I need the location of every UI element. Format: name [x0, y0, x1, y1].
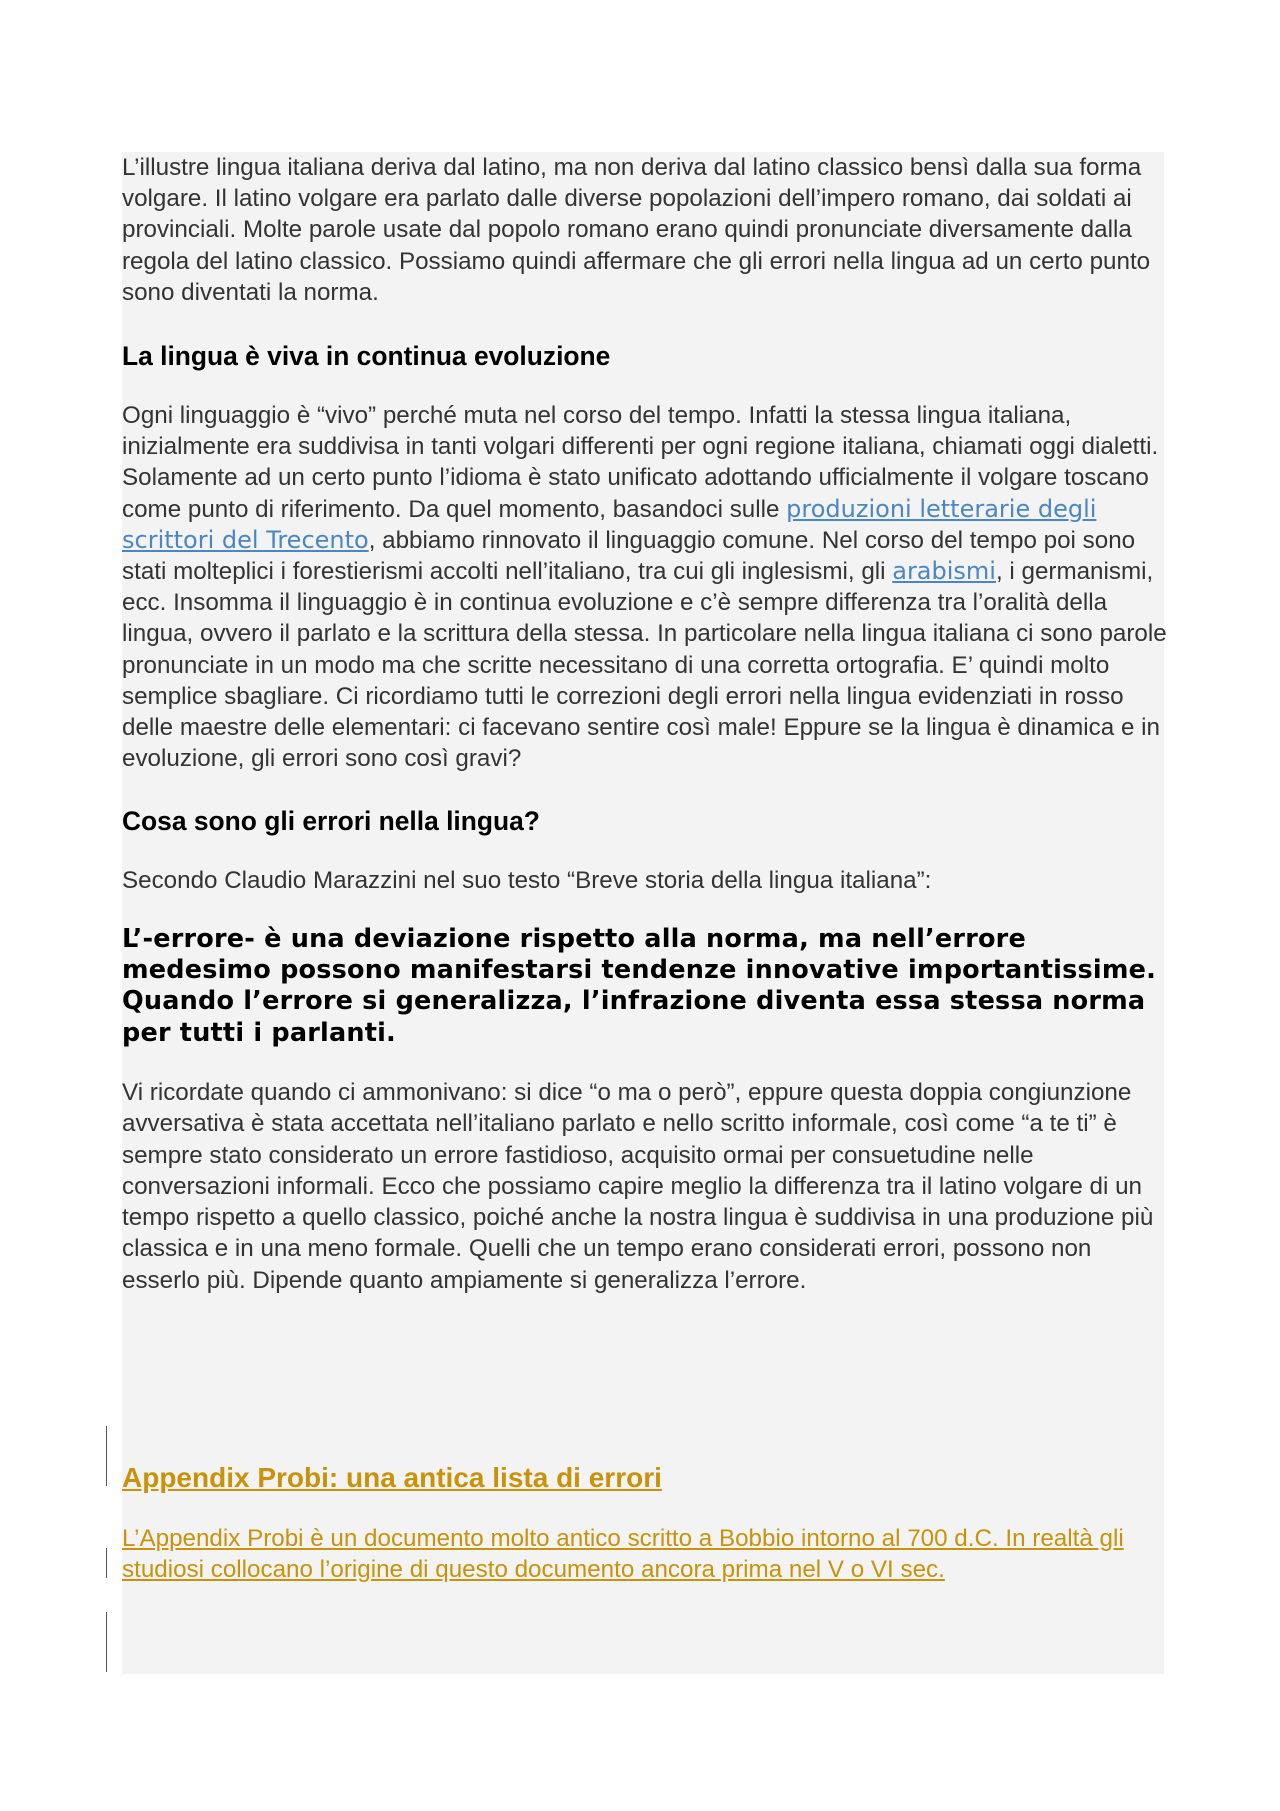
citation-intro-paragraph: Secondo Claudio Marazzini nel suo testo “Breve storia della lingua italiana”:: [122, 867, 932, 895]
link-produzioni-letterarie[interactable]: produzioni letterarie degli scrittori del Trecento: [122, 494, 1097, 554]
paragraph-text: , i germanismi, ecc. Insomma il linguaggio è in continua evoluzione e c’è sempre differenza tra l’oralità della lingua, ovvero il parlato e la scrittura della stessa. In particolare nella lingua italiana ci sono parole pronunciate in un modo ma che scritte necessitano di una corretta ortografia. E’ quindi molto semplice sbagliare. Ci ricordiamo tutti le correzioni degli errori nella lingua evidenziati in rosso delle maestre delle elementari: ci facevano sentire così male! Eppure se la lingua è dinamica e in evoluzione, gli errori sono così gravi?: [122, 558, 1167, 773]
section-heading-lingua-viva: La lingua è viva in continua evoluzione: [122, 341, 611, 372]
lingua-viva-paragraph: [122, 400, 1172, 774]
marazzini-quote: L’-errore- è una deviazione rispetto alla norma, ma nell’errore medesimo possono manifestarsi tendenze innovative importantissime. Quando l’errore si generalizza, l’infrazione diventa essa stessa norma per tutti i parlanti.: [122, 923, 1156, 1048]
section-heading-errori: Cosa sono gli errori nella lingua?: [122, 806, 540, 837]
link-arabismi[interactable]: arabismi: [892, 557, 996, 586]
change-bar: [106, 1612, 107, 1672]
appendix-probi-paragraph[interactable]: L’Appendix Probi è un documento molto antico scritto a Bobbio intorno al 700 d.C. In realtà gli studiosi collocano l’origine di questo documento ancora prima nel V o VI sec.: [122, 1524, 1124, 1583]
paragraph-text: , abbiamo rinnovato il linguaggio comune. Nel corso del tempo poi sono stati molteplici i forestierismi accolti nell’italiano, tra cui gli inglesismi, gli: [122, 526, 1136, 586]
intro-paragraph: L’illustre lingua italiana deriva dal latino, ma non deriva dal latino classico bensì dalla sua forma volgare. Il latino volgare era parlato dalle diverse popolazioni dell’impero romano, dai soldati ai provinciali. Molte parole usate dal popolo romano erano quindi pronunciate diversamente dalla regola del latino classico. Possiamo quindi affermare che gli errori nella lingua ad un certo punto sono diventati la norma.: [122, 154, 1151, 306]
closing-paragraph: Vi ricordate quando ci ammonivano: si dice “o ma o però”, eppure questa doppia congiunzione avversativa è stata accettata nell’italiano parlato e nello scritto informale, così come “a te ti” è sempre stato considerato un errore fastidioso, acquisito ormai per consuetudine nelle conversazioni informali. Ecco che possiamo capire meglio la differenza tra il latino volgare di un tempo rispetto a quello classico, poiché anche la nostra lingua è suddivisa in una produzione più classica e in una meno formale. Quelli che un tempo erano considerati errori, possono non esserlo più. Dipende quanto ampiamente si generalizza l’errore.: [122, 1079, 1154, 1294]
paragraph-text: Ogni linguaggio è “vivo” perché muta nel corso del tempo. Infatti la stessa lingua italiana, inizialmente era suddivisa in tanti volgari differenti per ogni regione italiana, chiamati oggi dialetti. Solamente ad un certo punto l’idioma è stato unificato adottando ufficialmente il volgare toscano come punto di riferimento. Da quel momento, basandoci sulle: [122, 402, 1159, 523]
appendix-probi-heading[interactable]: Appendix Probi: una antica lista di errori: [122, 1461, 662, 1493]
change-bar: [106, 1548, 107, 1578]
change-bar: [106, 1426, 107, 1486]
article-body: [122, 152, 1172, 1585]
